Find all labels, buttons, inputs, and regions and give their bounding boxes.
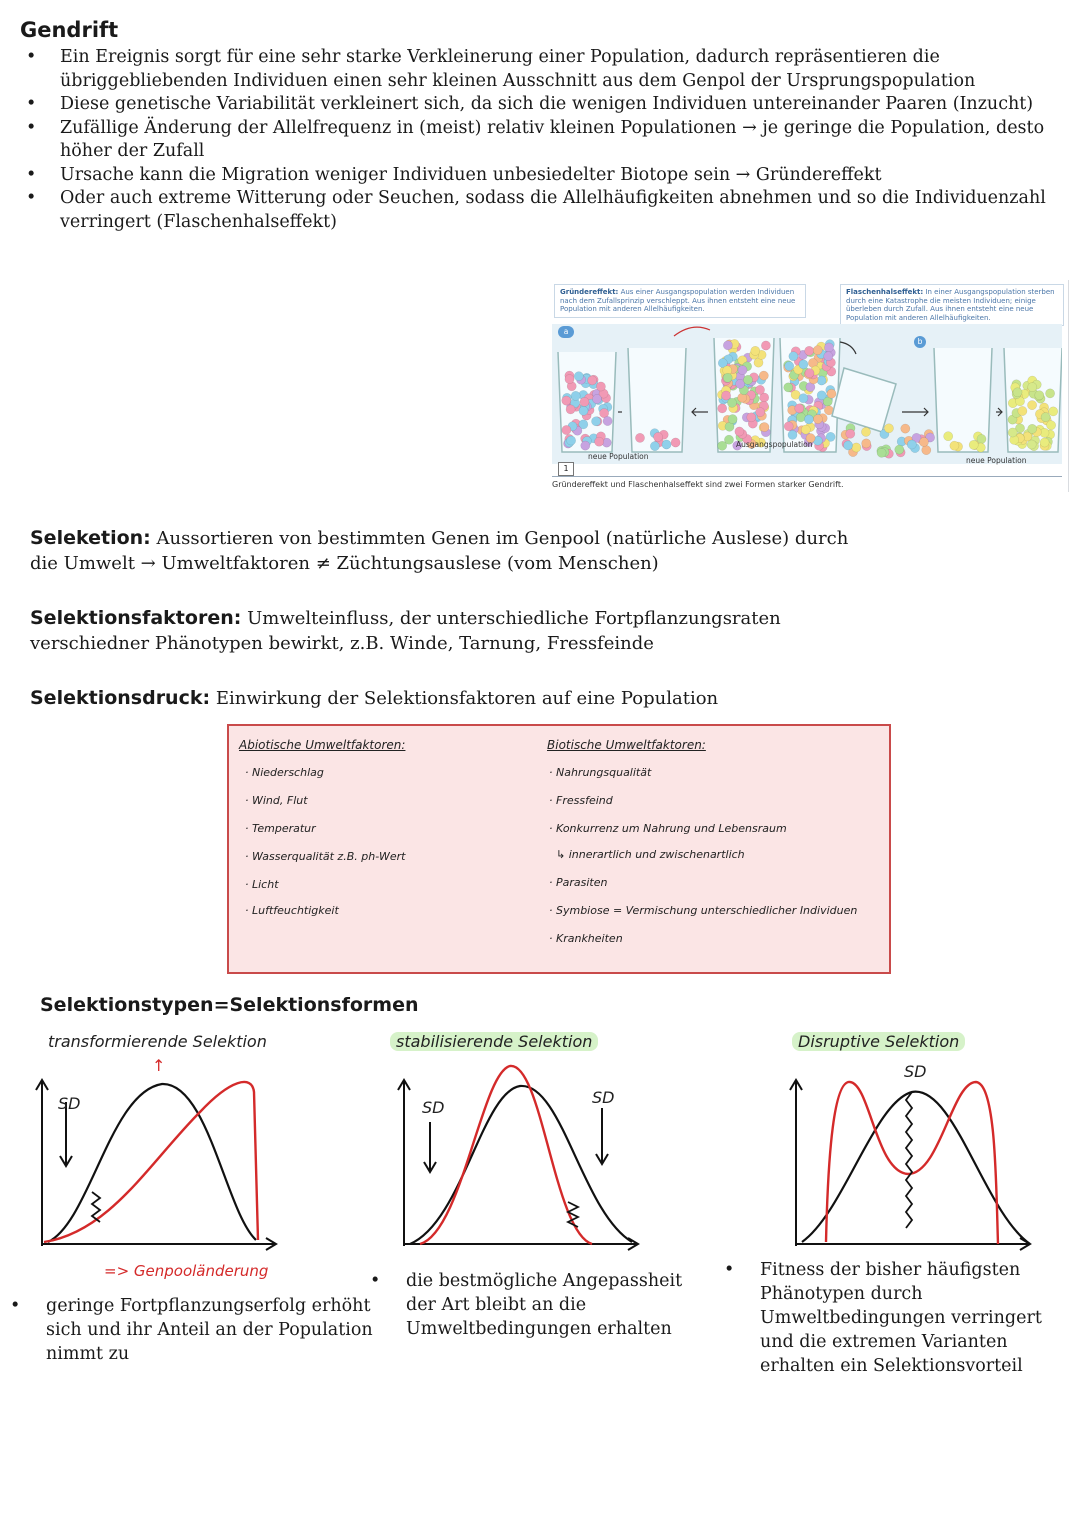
ball	[635, 433, 644, 442]
ball	[844, 441, 853, 450]
ball	[595, 437, 604, 446]
ball	[751, 346, 760, 355]
sd-label: SD	[422, 1098, 445, 1117]
biotic-item: · Nahrungsqualität	[549, 766, 652, 779]
ball	[718, 441, 727, 450]
figure-caption: Gründereffekt und Flaschenhalseffekt sind zwei Formen starker Gendrift.	[552, 480, 844, 489]
ball	[827, 389, 836, 398]
biotic-item: · Krankheiten	[549, 932, 623, 945]
biotic-item: · Fressfeind	[549, 794, 613, 807]
squiggle-icon	[906, 1092, 912, 1228]
ball	[817, 391, 826, 400]
disruptive-title: Disruptive Selektion	[792, 1032, 965, 1051]
abiotic-item: · Luftfeuchtigkeit	[245, 904, 339, 917]
ball	[846, 429, 855, 438]
ball	[805, 369, 814, 378]
ball	[788, 430, 797, 439]
ball	[804, 415, 813, 424]
disruptive-text: • Fitness der bisher häufigsten Phänotypen durch Umweltbedingungen verringert und die extremen Varianten erhalten ein Selektionsvorteil	[760, 1258, 1074, 1378]
ball	[1013, 388, 1022, 397]
stabilisierende-title: stabilisierende Selektion	[390, 1032, 598, 1051]
ball	[662, 440, 671, 449]
ball	[922, 446, 931, 455]
selektion-definition	[30, 526, 870, 576]
ball	[727, 398, 736, 407]
abiotic-item: · Niederschlag	[245, 766, 324, 779]
balls-spilled	[841, 424, 935, 459]
ball	[1041, 413, 1050, 422]
selektionsdruck-text: Einwirkung der Selektionsfaktoren auf eine Population	[215, 688, 719, 709]
ball	[1040, 438, 1049, 447]
gendrift-title: Gendrift	[20, 18, 119, 42]
ball	[796, 413, 805, 422]
ball	[795, 404, 804, 413]
ball	[789, 352, 798, 361]
founder-effect-text: Aus einer Ausgangspopulation werden Individuen nach dem Zufallsprinzip verschleppt. Aus ihnen entsteht eine neue Population mit anderen Allelhäufigkeiten.	[560, 288, 796, 313]
ball	[895, 445, 904, 454]
ball	[813, 415, 822, 424]
biotic-item: ↳ innerartlich und zwischenartlich	[549, 848, 745, 861]
ball	[1028, 401, 1037, 410]
ball	[901, 424, 910, 433]
ball	[747, 413, 756, 422]
biotic-item: · Konkurrenz um Nahrung und Lebensraum	[549, 822, 787, 835]
ball	[761, 341, 770, 350]
ball	[596, 382, 605, 391]
selektionsdruck-term: Selektionsdruck:	[30, 687, 211, 709]
ball	[592, 417, 601, 426]
gendrift-bullet: • Diese genetische Variabilität verkleinert sich, da sich die wenigen Individuen untereinander Paaren (Inzucht)	[60, 93, 1050, 117]
ball	[907, 440, 916, 449]
abiotic-item: · Licht	[245, 878, 279, 891]
label-new-population-right: neue Population	[966, 456, 1027, 465]
transformierende-title: transformierende Selektion	[48, 1032, 267, 1051]
ball	[1028, 424, 1037, 433]
ball	[603, 416, 612, 425]
gendrift-figure	[546, 280, 1069, 492]
umweltfaktoren-box	[227, 724, 891, 974]
ball	[759, 371, 768, 380]
ball	[756, 408, 765, 417]
ball	[592, 394, 601, 403]
ball	[654, 432, 663, 441]
ball	[1027, 440, 1036, 449]
abiotic-item: · Temperatur	[245, 822, 316, 835]
transformierende-text: • geringe Fortpflanzungserfolg erhöht sich und ihr Anteil an der Population nimmt zu	[46, 1294, 376, 1366]
biotic-item: · Symbiose = Vermischung unterschiedlicher Individuen	[549, 904, 858, 917]
abiotic-item: · Wasserqualität z.B. ph-Wert	[245, 850, 406, 863]
ball	[824, 343, 833, 352]
ball	[562, 396, 571, 405]
gendrift-bullet-list	[60, 46, 1050, 234]
ball	[580, 397, 589, 406]
ball	[567, 436, 576, 445]
biotic-heading: Biotische Umweltfaktoren:	[547, 738, 706, 752]
ball	[784, 383, 793, 392]
ball	[743, 375, 752, 384]
sd-label: SD	[58, 1094, 81, 1113]
ball	[1008, 428, 1017, 437]
ball	[723, 341, 732, 350]
ball	[944, 432, 953, 441]
ball	[1046, 389, 1055, 398]
ball	[738, 366, 747, 375]
disruptive-graph	[784, 1062, 1044, 1262]
ball	[785, 362, 794, 371]
biotic-item: · Parasiten	[549, 876, 608, 889]
gendrift-bullet: • Ein Ereignis sorgt für eine sehr starke Verkleinerung einer Population, dadurch repräsentieren die übriggebliebenden Individuen einen sehr kleinen Ausschnitt aus dem Genpol der Ursprungspopulation	[60, 46, 1050, 93]
ball	[755, 385, 764, 394]
balls-source-right	[784, 340, 837, 452]
selektion-text: Aussortieren von bestimmten Genen im Genpool (natürliche Auslese) durch die Umwelt → Umweltfaktoren ≠ Züchtungsauslese (vom Menschen)	[30, 528, 849, 574]
tipped-beaker-icon	[832, 368, 896, 432]
ball	[574, 372, 583, 381]
ball	[723, 373, 732, 382]
selektionsdruck-definition	[30, 686, 930, 711]
ball	[852, 443, 861, 452]
ball	[1047, 421, 1056, 430]
marker-b: b	[914, 336, 926, 348]
ball	[571, 391, 580, 400]
narrowed-distribution-curve	[420, 1066, 592, 1244]
bottleneck-effect-text: In einer Ausgangspopulation sterben durch eine Katastrophe die meisten Individuen; einige überleben durch Zufall. Aus ihnen entsteht eine neue Population mit anderen Allelhäufigkeiten.	[846, 288, 1055, 322]
selektion-term: Seleketion:	[30, 527, 151, 549]
ball	[650, 442, 659, 451]
ball	[950, 441, 959, 450]
selektionsfaktoren-term: Selektionsfaktoren:	[30, 607, 242, 629]
shift-arrow-icon: ↑	[152, 1056, 166, 1075]
figure-rule	[552, 476, 1062, 477]
selektionsfaktoren-text: Umwelteinfluss, der unterschiedliche Fortpflanzungsraten verschiedner Phänotypen bewirkt, z.B. Winde, Tarnung, Fressfeinde	[30, 608, 781, 654]
ball	[801, 425, 810, 434]
ball	[581, 441, 590, 450]
ball	[728, 415, 737, 424]
bottleneck-effect-title: Flaschenhalseffekt:	[846, 288, 924, 296]
ball	[884, 424, 893, 433]
gendrift-bullet: • Zufällige Änderung der Allelfrequenz in (meist) relativ kleinen Populationen → je geringe die Population, desto höher der Zufall	[60, 117, 1050, 164]
ball	[799, 394, 808, 403]
label-new-population-left: neue Population	[588, 452, 649, 461]
ball	[579, 406, 588, 415]
ball	[718, 404, 727, 413]
ball	[805, 346, 814, 355]
marker-a: a	[558, 326, 574, 338]
ball	[565, 375, 574, 384]
transformierende-graph	[30, 1062, 290, 1262]
figure-number: 1	[558, 462, 574, 476]
ball	[817, 376, 826, 385]
selektionsfaktoren-definition	[30, 606, 870, 656]
founder-effect-box	[554, 284, 806, 318]
sd-label: SD	[592, 1088, 615, 1107]
ball	[799, 360, 808, 369]
genpool-change-note: => Genpooländerung	[104, 1262, 269, 1280]
bottleneck-effect-box	[840, 284, 1064, 326]
ball	[566, 405, 575, 414]
ball	[562, 425, 571, 434]
ball	[1035, 391, 1044, 400]
ball	[735, 427, 744, 436]
ball	[784, 422, 793, 431]
ball	[824, 352, 833, 361]
ball	[1018, 406, 1027, 415]
ball	[919, 437, 928, 446]
gendrift-bullet: • Ursache kann die Migration weniger Individuen unbesiedelter Biotope sein → Gründereffekt	[60, 164, 1050, 188]
ball	[722, 391, 731, 400]
ball	[861, 427, 870, 436]
abiotic-item: · Wind, Flut	[245, 794, 308, 807]
ball	[671, 438, 680, 447]
label-source-population: Ausgangspopulation	[736, 440, 813, 449]
selektionstypen-title: Selektionstypen=Selektionsformen	[40, 994, 419, 1016]
ball	[1049, 407, 1058, 416]
founder-effect-title: Gründereffekt:	[560, 288, 619, 296]
stabilisierende-text: • die bestmögliche Angepassheit der Art bleibt an die Umweltbedingungen erhalten	[406, 1269, 686, 1341]
abiotic-heading: Abiotische Umweltfaktoren:	[239, 738, 406, 752]
ball	[588, 376, 597, 385]
ball	[969, 440, 978, 449]
ball	[760, 423, 769, 432]
ball	[1028, 383, 1037, 392]
ball	[862, 439, 871, 448]
gendrift-bullet: • Oder auch extreme Witterung oder Seuchen, sodass die Allelhäufigkeiten abnehmen und so die Individuenzahl verringert (Flaschenhalseffekt)	[60, 187, 1050, 234]
ball	[877, 448, 886, 457]
sd-label: SD	[904, 1062, 927, 1081]
ball	[813, 346, 822, 355]
